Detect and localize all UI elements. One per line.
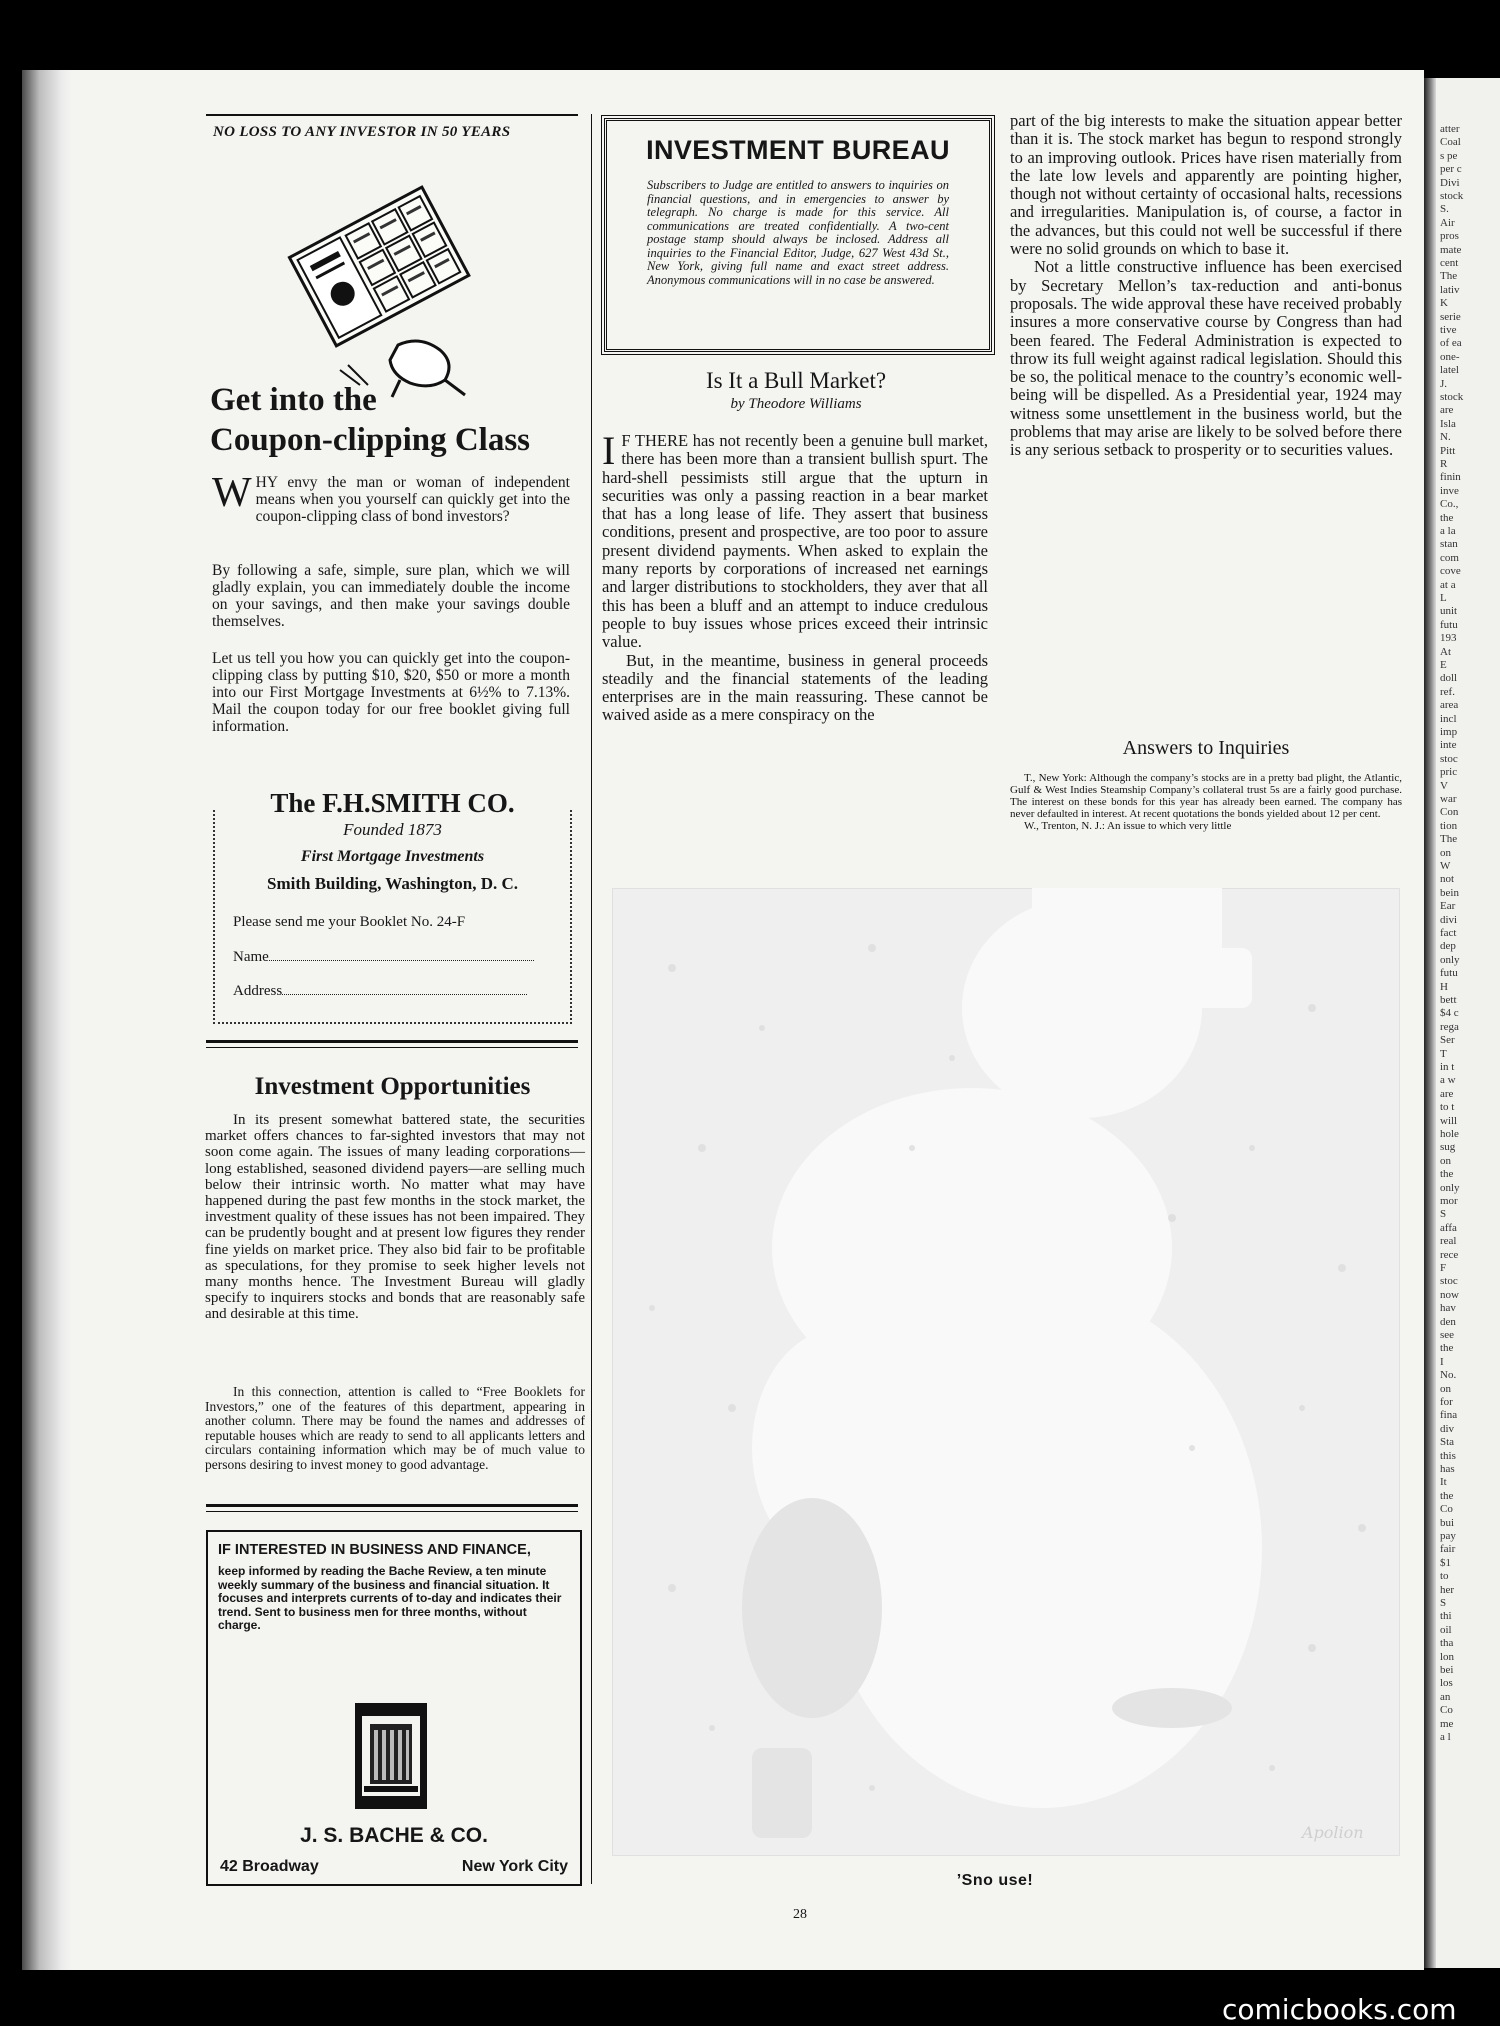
adjacent-text-fragment: only <box>1440 953 1460 966</box>
adjacent-text-fragment: now <box>1440 1288 1459 1301</box>
bureau-text: Subscribers to Judge are entitled to answers to inquiries on financial questions, and in emergencies to answer by telegraph. No charge is made for this service. All communications are treated confidentially. A two-cent postage stamp should always be inclosed. Address all inquiries to the Financial Editor, Judge, 627 West 43d St., New York, giving full name and exact street address. Anonymous communications will in no case be answered. <box>647 178 949 287</box>
adjacent-text-fragment: At <box>1440 645 1451 658</box>
adjacent-text-fragment: W <box>1440 860 1451 872</box>
rule-double-2b <box>206 1511 578 1512</box>
form-name-field[interactable] <box>233 948 534 966</box>
adjacent-text-fragment: war <box>1440 793 1457 805</box>
adjacent-text-fragment: Co., <box>1440 498 1459 511</box>
article-title: Is It a Bull Market? <box>705 368 887 393</box>
article-byline: by Theodore Williams <box>730 396 862 412</box>
adjacent-text-fragment: Ear <box>1440 900 1456 913</box>
adjacent-text-fragment: inve <box>1440 484 1459 497</box>
article-dropcap: I <box>602 428 616 473</box>
bond-coupon-illustration <box>280 185 475 400</box>
adjacent-text-fragment: on <box>1440 846 1451 859</box>
adjacent-text-fragment: S <box>1440 1208 1447 1221</box>
form-name-label: Name <box>233 949 269 965</box>
adjacent-text-fragment: futu <box>1440 967 1458 980</box>
adjacent-text-fragment: Co <box>1440 1503 1453 1516</box>
adjacent-text-fragment: this <box>1440 1449 1456 1462</box>
rule-double-1a <box>206 1040 578 1043</box>
ad-paragraph-2: By following a safe, simple, sure plan, which we will gladly explain, you can immediately double the income on your savings, and then make your savings double themselves. <box>212 562 570 630</box>
adjacent-text-fragment: serie <box>1440 310 1461 323</box>
adjacent-text-fragment: are <box>1440 1087 1454 1100</box>
adjacent-text-fragment: on <box>1440 1382 1451 1395</box>
snowman-cartoon-illustration <box>612 888 1400 1856</box>
adjacent-text-fragment: F <box>1440 1262 1447 1274</box>
adjacent-text-fragment: Pitt <box>1440 444 1456 457</box>
adjacent-text-fragment: see <box>1440 1329 1455 1341</box>
company-name: The F.H.SMITH CO. <box>215 788 570 819</box>
bache-city: New York City <box>461 1858 568 1875</box>
form-address-label: Address <box>233 983 283 999</box>
adjacent-text-fragment: $1 <box>1440 1556 1451 1569</box>
answer-2: W., Trenton, N. J.: An issue to which very little <box>1024 820 1232 832</box>
adjacent-text-fragment: Divi <box>1440 176 1460 189</box>
adjacent-text-fragment: pros <box>1440 230 1459 243</box>
article-paragraph-1-text: F THERE has not recently been a genuine bull market, there has been more than a transient bullish spurt. The hard-shell pessimists still argue that the upturn in securities was only a passing reaction in a bear market that has a long lease of life. They assert that business conditions, present and prospective, are too poor to assure present dividend payments. When asked to explain the many reports by corporations of increased net earnings and larger distributions to stockholders, they aver that all this has been a bluff and an attempt to induce credulous people to buy issues whose prices exceed their intrinsic value. <box>602 431 988 652</box>
stock-exchange-seal-icon <box>354 1702 428 1810</box>
adjacent-text-fragment: an <box>1440 1690 1451 1703</box>
artist-signature: Apolion <box>1302 1823 1364 1842</box>
mail-coupon-box[interactable] <box>213 788 572 1024</box>
adjacent-text-fragment: doll <box>1440 672 1458 685</box>
bache-advertisement <box>206 1530 582 1886</box>
article-paragraph-1 <box>602 428 988 652</box>
answers-body <box>1010 772 1402 832</box>
adjacent-text-fragment: has <box>1440 1463 1455 1475</box>
adjacent-text-fragment: K <box>1440 297 1448 310</box>
rule-double-1b <box>206 1047 578 1048</box>
adjacent-text-fragment: 193 <box>1440 632 1457 645</box>
adjacent-text-fragment: cent <box>1440 257 1459 269</box>
adjacent-text-fragment: hav <box>1440 1302 1456 1315</box>
adjacent-text-fragment: S <box>1440 1597 1447 1609</box>
article-paragraph-3: part of the big interests to make the situation appear better than it is. The stock market has begun to respond strongly to an improving outlook. Prices have risen materially from the late low levels and apparently are pointing higher, though not without certainty of occasional halts, recessions and irregularities. Manipulation is, of course, a factor in the advances, but this could not well be successful if there were no solid grounds on which to base it. <box>1010 111 1402 259</box>
adjacent-text-fragment: area <box>1440 699 1459 712</box>
adjacent-text-fragment: fact <box>1440 927 1457 939</box>
adjacent-text-fragment: thi <box>1440 1610 1452 1623</box>
adjacent-text-fragment: pric <box>1440 766 1458 779</box>
adjacent-text-fragment: $4 c <box>1440 1007 1459 1020</box>
adjacent-text-fragment: futu <box>1440 618 1458 631</box>
adjacent-text-fragment: fair <box>1440 1543 1456 1556</box>
opportunities-title: Investment Opportunities <box>254 1073 531 1100</box>
article-paragraph-4: Not a little constructive influence has been exercised by Secretary Mellon’s tax-reduction and anti-bonus proposals. The wide approval these have received probably insures a more conservative course by Congress than had been feared. The Federal Administration is expected to throw its full weight against radical legislation. Should this be so, the political menace to the country’s economic well-being will be dispelled. As a Presidential year, 1924 may witness some unsettlement in the business world, but the problems that may arise are likely to be solved before there is any serious setback to prosperity or to securities values. <box>1010 257 1402 460</box>
adjacent-text-fragment: mate <box>1440 243 1462 256</box>
adjacent-text-fragment: ref. <box>1440 685 1455 698</box>
adjacent-text-fragment: div <box>1440 1422 1455 1435</box>
adjacent-text-fragment: real <box>1440 1235 1457 1248</box>
adjacent-text-fragment: Sta <box>1440 1436 1455 1449</box>
adjacent-text-fragment: No. <box>1440 1369 1457 1382</box>
bache-street-address: 42 Broadway <box>220 1858 319 1875</box>
adjacent-text-fragment: imp <box>1440 726 1458 738</box>
adjacent-text-fragment: stoc <box>1440 752 1458 765</box>
adjacent-text-fragment: a la <box>1440 525 1456 537</box>
adjacent-text-fragment: bei <box>1440 1664 1454 1676</box>
adjacent-text-fragment: oil <box>1440 1623 1452 1636</box>
opportunities-paragraph-1: In its present somewhat battered state, the securities market offers chances to far-sighted investors that may not soon come again. The issues of many leading corporations—long established, seasoned dividend payers—are selling much below their intrinsic worth. No matter what may have happened during the past few months in the stock market, the investment quality of these issues has not been impaired. They can be prudently bought and at present low figures they render fine yields on market price. They also bid fair to be profitable as speculations, for they promise to seek higher levels not many months hence. The Investment Bureau will gladly specify to inquirers stocks and bonds that are reasonably safe and desirable at this time. <box>205 1112 585 1323</box>
adjacent-text-fragment: stock <box>1440 391 1464 403</box>
adjacent-text-fragment: a w <box>1440 1074 1456 1087</box>
adjacent-text-fragment: S. <box>1440 203 1449 216</box>
adjacent-text-fragment: the <box>1440 511 1454 524</box>
adjacent-text-fragment: cove <box>1440 565 1461 578</box>
adjacent-text-fragment: fina <box>1440 1409 1458 1422</box>
adjacent-text-fragment: the <box>1440 1342 1454 1355</box>
adjacent-text-fragment: los <box>1440 1677 1453 1690</box>
ad-headline-line2: Coupon-clipping Class <box>210 422 531 458</box>
adjacent-text-fragment: com <box>1440 551 1459 564</box>
form-address-field[interactable] <box>233 982 527 1000</box>
adjacent-text-fragment: sug <box>1440 1141 1456 1154</box>
adjacent-text-fragment: in t <box>1440 1061 1455 1073</box>
site-watermark: comicbooks.com <box>1222 1993 1457 2026</box>
column-divider <box>591 114 592 1884</box>
ad-tagline: NO LOSS TO ANY INVESTOR IN 50 YEARS <box>213 124 511 140</box>
opportunities-paragraph-2: In this connection, attention is called to “Free Booklets for Investors,” one of the features of this department, appearing in another column. There may be found the names and addresses of reputable houses which are ready to send to all applicants letters and circulars containing information which may be of much value to persons desiring to invest money to good advantage. <box>205 1384 585 1472</box>
adjacent-text-fragment: latel <box>1440 364 1459 377</box>
adjacent-text-fragment: affa <box>1440 1221 1457 1234</box>
adjacent-text-fragment: incl <box>1440 712 1457 725</box>
adjacent-text-fragment: Coal <box>1440 136 1461 149</box>
adjacent-text-fragment: the <box>1440 1168 1454 1181</box>
adjacent-text-fragment: are <box>1440 404 1454 417</box>
adjacent-text-fragment: to t <box>1440 1101 1455 1114</box>
adjacent-text-fragment: inte <box>1440 739 1457 752</box>
article-column-2 <box>1010 112 1402 460</box>
adjacent-text-fragment: R <box>1440 458 1448 470</box>
adjacent-text-fragment: the <box>1440 1489 1454 1502</box>
page-number: 28 <box>793 1907 807 1922</box>
adjacent-text-fragment: tha <box>1440 1637 1454 1650</box>
form-address-input[interactable] <box>282 982 527 995</box>
ad-headline-line1: Get into the <box>210 382 377 418</box>
adjacent-text-fragment: finin <box>1440 471 1461 484</box>
company-founded: Founded 1873 <box>343 820 442 839</box>
company-subtitle: First Mortgage Investments <box>300 848 485 865</box>
adjacent-text-fragment: only <box>1440 1181 1460 1194</box>
adjacent-text-fragment: Ser <box>1440 1034 1455 1047</box>
adjacent-text-fragment: I <box>1440 1355 1444 1368</box>
adjacent-text-fragment: not <box>1440 873 1455 886</box>
adjacent-text-fragment: The <box>1440 833 1458 846</box>
adjacent-text-fragment: divi <box>1440 913 1458 926</box>
adjacent-text-fragment: lon <box>1440 1650 1455 1663</box>
adjacent-text-fragment: of ea <box>1440 337 1462 350</box>
adjacent-text-fragment: V <box>1440 779 1448 792</box>
answer-1: T., New York: Although the company’s stocks are in a pretty bad plight, the Atlantic, Gulf & West Indies Steamship Company’s collateral trust 5s are a fairly good purchase. The interest on these bonds for this year has already been earned. The company has never defaulted in interest. At recent quotations the bonds yielded about 12 per cent. <box>1010 772 1402 820</box>
adjacent-text-fragment: her <box>1440 1583 1455 1596</box>
investment-bureau-box <box>604 118 992 352</box>
adjacent-page-strip <box>1424 78 1500 1968</box>
adjacent-text-fragment: bett <box>1440 994 1457 1006</box>
adjacent-text-fragment: s pe <box>1440 149 1458 162</box>
adjacent-text-fragment: Con <box>1440 806 1459 819</box>
bache-headline: IF INTERESTED IN BUSINESS AND FINANCE, <box>218 1542 531 1558</box>
adjacent-text-fragment: bui <box>1440 1516 1455 1529</box>
cartoon-caption: ’Sno use! <box>956 1872 1034 1889</box>
page-gutter <box>1424 78 1436 1968</box>
adjacent-text-fragment: It <box>1440 1476 1447 1489</box>
adjacent-text-fragment: stoc <box>1440 1275 1458 1288</box>
adjacent-text-fragment: tion <box>1440 819 1458 832</box>
adjacent-text-fragment: dep <box>1440 940 1456 953</box>
ad-dropcap: W <box>212 470 252 516</box>
bache-body: keep informed by reading the Bache Review, a ten minute weekly summary of the business and financial situation. It focuses and interprets currents of to-day and indicates their trend. Sent to business men for three months, without charge. <box>218 1564 562 1632</box>
book-spine-shadow <box>22 70 72 1970</box>
adjacent-text-fragment: on <box>1440 1154 1451 1167</box>
adjacent-text-fragment: stock <box>1440 190 1464 202</box>
adjacent-text-fragment: a l <box>1440 1731 1451 1743</box>
ad-paragraph-1-text: HY envy the man or woman of independent means when you yourself can quickly get into the coupon-clipping class of bond investors? <box>255 474 570 525</box>
adjacent-text-fragment: bein <box>1440 886 1459 899</box>
rule-double-2a <box>206 1504 578 1507</box>
rule-top-left <box>206 114 578 116</box>
adjacent-text-fragment: N. <box>1440 431 1451 444</box>
adjacent-text-fragment: me <box>1440 1717 1454 1730</box>
adjacent-text-fragment: hole <box>1440 1128 1459 1140</box>
form-name-input[interactable] <box>269 948 534 961</box>
article-paragraph-2: But, in the meantime, business in general proceeds steadily and the financial statements of the leading enterprises are in the main reassuring. These cannot be waived aside as a mere conspiracy on the <box>602 650 988 725</box>
adjacent-text-fragment: per c <box>1440 163 1462 176</box>
adjacent-text-fragment: Co <box>1440 1704 1453 1717</box>
adjacent-text-fragment: J. <box>1440 377 1448 390</box>
ad-paragraph-1 <box>212 470 570 525</box>
adjacent-text-fragment: for <box>1440 1396 1453 1408</box>
adjacent-text-fragment: tive <box>1440 324 1457 336</box>
form-booklet-line: Please send me your Booklet No. 24-F <box>233 914 466 930</box>
adjacent-text-fragment: at a <box>1440 578 1456 591</box>
adjacent-text-fragment: unit <box>1440 605 1458 618</box>
adjacent-text-fragment: stan <box>1440 538 1458 551</box>
adjacent-text-fragment: lativ <box>1440 283 1460 296</box>
answers-title: Answers to Inquiries <box>1122 737 1290 759</box>
adjacent-text-fragment: mor <box>1440 1195 1458 1207</box>
adjacent-text-fragment: H <box>1440 980 1448 993</box>
ad-paragraph-3: Let us tell you how you can quickly get into the coupon-clipping class by putting $10, $20, $50 or more a month into our First Mortgage Investments at 6½% to 7.13%. Mail the coupon today for our free booklet giving full information. <box>212 650 570 735</box>
adjacent-text-fragment: den <box>1440 1315 1456 1328</box>
adjacent-text-fragment: one- <box>1440 350 1460 363</box>
adjacent-text-fragment: T <box>1440 1047 1447 1060</box>
adjacent-text-fragment: will <box>1440 1114 1458 1127</box>
adjacent-text-fragment: L <box>1440 592 1447 604</box>
adjacent-text-fragment: rega <box>1440 1020 1459 1033</box>
adjacent-text-fragment: Air <box>1440 216 1455 229</box>
adjacent-text-fragment: to <box>1440 1570 1449 1583</box>
article-column-1 <box>602 428 988 725</box>
adjacent-text-fragment: The <box>1440 270 1458 283</box>
adjacent-text-fragment: atter <box>1440 123 1460 135</box>
adjacent-text-fragment: pay <box>1440 1530 1456 1542</box>
bache-company-name: J. S. BACHE & CO. <box>300 1824 488 1847</box>
company-location: Smith Building, Washington, D. C. <box>267 874 518 893</box>
bureau-title: INVESTMENT BUREAU <box>646 135 950 165</box>
adjacent-text-fragment: E <box>1440 659 1447 671</box>
adjacent-text-fragment: Isla <box>1440 417 1456 430</box>
adjacent-text-fragment: rece <box>1440 1248 1459 1261</box>
